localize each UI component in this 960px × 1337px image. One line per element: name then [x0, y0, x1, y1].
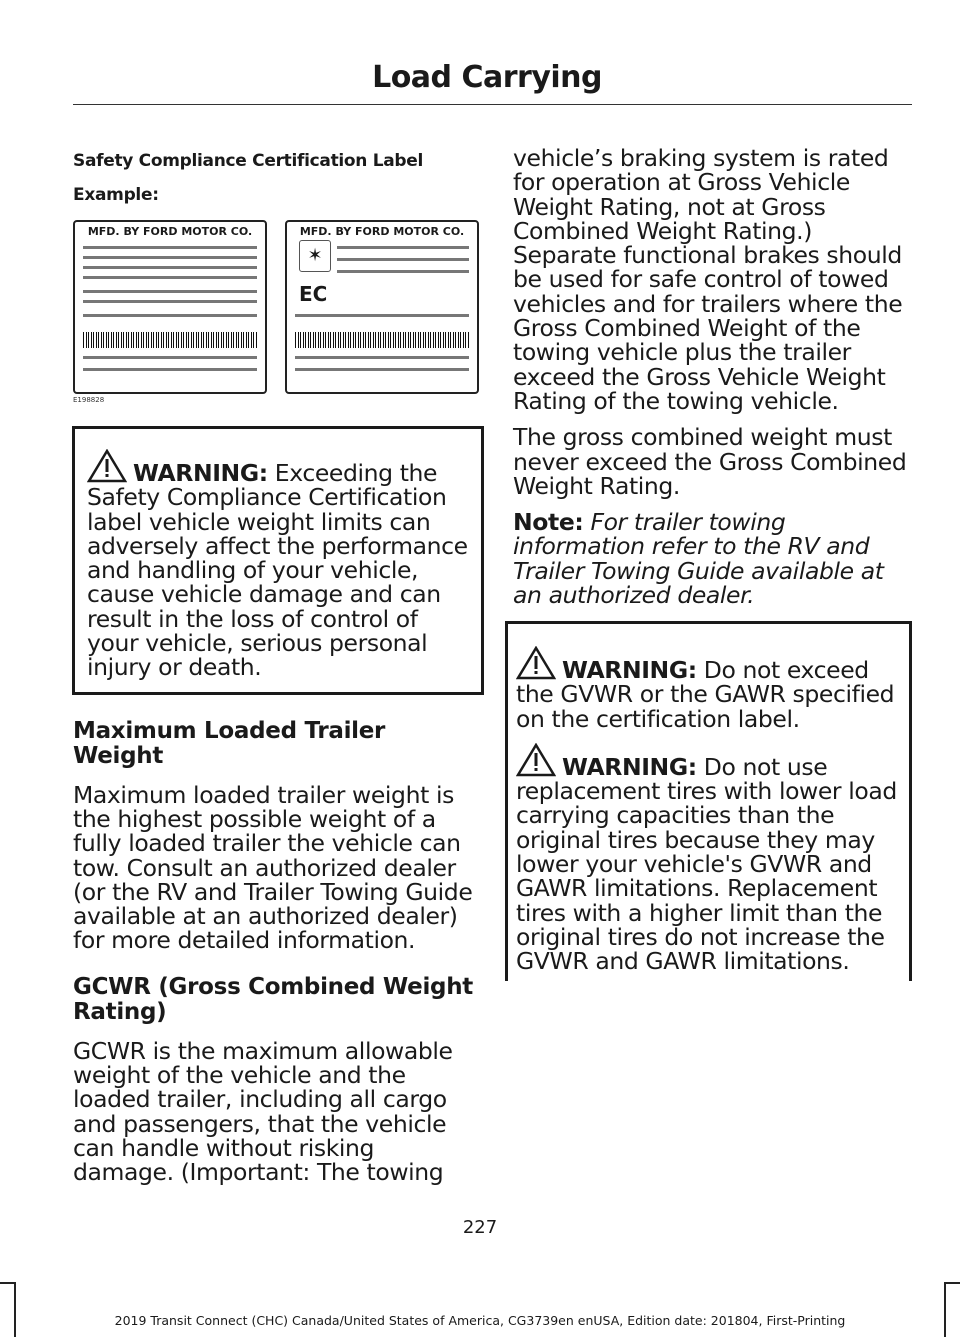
certification-label-english: [73, 220, 267, 394]
certification-label-bilingual: [285, 220, 479, 394]
label-text-line: [83, 290, 257, 293]
example-label: Example:: [73, 185, 159, 205]
warning-triangle-icon: [516, 743, 556, 777]
label-text-line: [295, 314, 469, 317]
label-text-line: [83, 314, 257, 317]
warning-text: Do not exceed the GVWR or the GAWR specified on the certification label.: [516, 656, 895, 733]
label-barcode: [83, 332, 257, 348]
certification-label-images: [73, 220, 480, 404]
paragraph-gross-combined-weight: The gross combined weight must never exceed the Gross Combined Weight Rating.: [513, 423, 907, 500]
label-text-line: [83, 266, 257, 269]
warning-triangle-icon: [87, 449, 127, 483]
crop-mark: [14, 1282, 16, 1337]
warning-box-weight-limits: [72, 426, 484, 695]
paragraph-max-trailer-weight: Maximum loaded trailer weight is the highest possible weight of a fully loaded trailer the vehicle can tow. Consult an authorized dealer (or the RV and Trailer Towing Guide available at an authorized dealer) for more detailed information.: [73, 780, 473, 955]
page-number: 227: [462, 1217, 498, 1238]
maple-leaf-icon: ✶: [299, 240, 331, 272]
label-text-line: [295, 356, 469, 359]
page-footer: 2019 Transit Connect (CHC) Canada/United States of America, CG3739en enUSA, Edition date: 201804, First-Printing: [114, 1313, 846, 1328]
label-text-line: [337, 270, 469, 273]
warning-replacement-tires: [516, 743, 903, 974]
right-column: [513, 144, 909, 610]
warning-box-tires: [505, 621, 912, 981]
warning-label: WARNING:: [562, 752, 697, 781]
label-text-line: [295, 368, 469, 371]
label-text-line: [83, 356, 257, 359]
label-text-line: [83, 256, 257, 259]
warning-text: Do not use replacement tires with lower load carrying capacities than the original tires because they may lower your vehicle's GVWR and GAWR limitations. Replacement tires with a higher limit than the original tires do not increase the GVWR and GAWR limitations.: [516, 752, 897, 976]
warning-gvwr-gawr: [516, 646, 903, 731]
header-rule: [73, 104, 912, 105]
label-text-line: [83, 368, 257, 371]
note-trailer-towing: [513, 508, 909, 610]
label-manufacturer-title: MFD. BY FORD MOTOR CO.: [87, 225, 253, 238]
image-id: E198828: [73, 396, 105, 404]
label-barcode: [295, 332, 469, 348]
note-label: Note:: [513, 508, 584, 537]
page-header-title: Load Carrying: [372, 60, 602, 95]
heading-max-trailer-weight: Maximum Loaded Trailer Weight: [73, 717, 386, 769]
label-text-line: [83, 300, 257, 303]
label-text-line: [337, 258, 469, 261]
warning-text: Exceeding the Safety Compliance Certification label vehicle weight limits can adversely affect the performance and handling of your vehicle, cause vehicle damage and can result in the loss of control of your vehicle, serious personal injury or death.: [87, 459, 468, 682]
crop-mark: [944, 1282, 946, 1337]
heading-gcwr: GCWR (Gross Combined Weight Rating): [73, 973, 473, 1025]
label-text-line: [337, 246, 469, 249]
label-text-line: [83, 246, 257, 249]
label-ec-mark: EC: [299, 282, 328, 306]
warning-label: WARNING:: [133, 459, 268, 487]
paragraph-gcwr: GCWR is the maximum allowable weight of the vehicle and the loaded trailer, including all cargo and passengers, that the vehicle can handle without risking damage. (Important: The towing: [73, 1036, 453, 1187]
warning-label: WARNING:: [562, 656, 697, 684]
paragraph-braking-system: vehicle’s braking system is rated for operation at Gross Vehicle Weight Rating, not at Gross Combined Weight Rating.) Separate functional brakes should be used for safe control of towed vehicles and for trailers where the Gross Combined Weight of the towing vehicle plus the trailer exceed the Gross Vehicle Weight Rating of the towing vehicle.: [513, 144, 903, 415]
crop-mark: [0, 1282, 16, 1284]
crop-mark: [944, 1282, 960, 1284]
left-column: [73, 148, 480, 1185]
label-text-line: [83, 276, 257, 279]
label-manufacturer-title: MFD. BY FORD MOTOR CO.: [299, 225, 465, 238]
note-text: For trailer towing information refer to the RV and Trailer Towing Guide available at an authorized dealer.: [513, 508, 884, 610]
warning-triangle-icon: [516, 646, 556, 680]
label-section-heading: Safety Compliance Certification Label: [73, 151, 424, 171]
